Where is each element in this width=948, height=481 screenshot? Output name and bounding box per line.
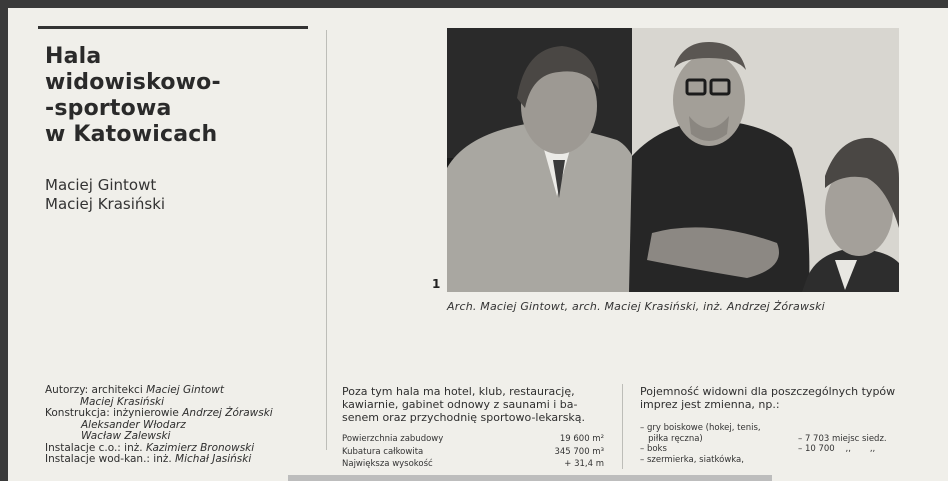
list-item: [640, 444, 908, 455]
credit-name: Michał Jasiński: [175, 453, 252, 465]
title-line: Hala: [45, 44, 102, 69]
list-item-label: – szermierka, siatkówka,: [640, 454, 744, 465]
credit-name: Andrzej Żórawski: [182, 407, 273, 419]
credit-label: Instalacje wod-kan.: inż.: [45, 453, 176, 465]
scan-border-left: [0, 0, 8, 481]
stat-label: Największa wysokość: [342, 459, 433, 469]
capacity-list: [640, 423, 908, 465]
credit-name: Aleksander Włodarz: [81, 418, 186, 431]
building-stats-table: [342, 433, 604, 471]
stat-value: 19 600 m²: [559, 434, 604, 444]
paragraph-line: senem oraz przychodnię sportowo-lekarską.: [342, 410, 586, 424]
figure-caption: Arch. Maciej Gintowt, arch. Maciej Krasiński, inż. Andrzej Żórawski: [447, 300, 825, 313]
list-item: [640, 434, 908, 445]
body-paragraph: [342, 386, 612, 424]
stat-row: [342, 446, 604, 459]
list-item-value: – 10 700 ,, ,,: [798, 444, 876, 454]
title-line: -sportowa: [45, 96, 172, 121]
list-item-value: – 7 703 miejsc siedz.: [798, 433, 887, 444]
paragraph-line: kawiarnie, gabinet odnowy z saunami i ba-: [342, 397, 578, 411]
stat-label: Powierzchnia zabudowy: [342, 434, 444, 444]
paragraph-line: Poza tym hala ma hotel, klub, restaurację,: [342, 385, 575, 398]
author-name: Maciej Gintowt: [45, 176, 157, 194]
author-name: Maciej Krasiński: [45, 195, 166, 213]
figure-number: 1: [432, 277, 441, 291]
header-rule: [38, 26, 308, 29]
column-divider-lower: [622, 384, 623, 469]
stat-row: [342, 458, 604, 471]
list-item-label: piłka ręczna): [640, 433, 703, 444]
paragraph-line: Pojemność widowni dla poszczególnych typów: [640, 385, 896, 398]
stat-row: [342, 433, 604, 446]
list-item: [640, 455, 908, 466]
paragraph-line: imprez jest zmienna, np.:: [640, 397, 780, 411]
list-item: [640, 423, 908, 434]
credit-name: Wacław Zalewski: [81, 430, 171, 442]
title-line: widowiskowo-: [45, 70, 221, 95]
credits-row: [45, 454, 273, 466]
article-title: [45, 44, 221, 148]
list-item-label: – gry boiskowe (hokej, tenis,: [640, 423, 761, 433]
stat-label: Kubatura całkowita: [342, 446, 424, 457]
portrait-photo: [447, 28, 899, 292]
title-line: w Katowicach: [45, 122, 218, 147]
credit-name: Maciej Gintowt: [146, 384, 224, 396]
credit-name: Kazimierz Bronowski: [145, 441, 255, 454]
capacity-intro: [640, 386, 910, 412]
column-divider: [326, 30, 327, 450]
credit-label: Autorzy: architekci: [45, 384, 147, 396]
credit-name: Maciej Krasiński: [80, 395, 165, 408]
article-authors: [45, 176, 165, 214]
list-item-label: – boks: [640, 444, 667, 454]
scan-border-top: [0, 0, 948, 8]
credit-label: Konstrukcja: inżynierowie: [45, 407, 183, 419]
stat-value: + 31,4 m: [564, 459, 604, 469]
page-scrollbar[interactable]: [288, 475, 772, 481]
project-credits: [45, 385, 273, 466]
credit-label: Instalacje c.o.: inż.: [45, 441, 146, 454]
stat-value: 345 700 m³: [554, 446, 604, 457]
